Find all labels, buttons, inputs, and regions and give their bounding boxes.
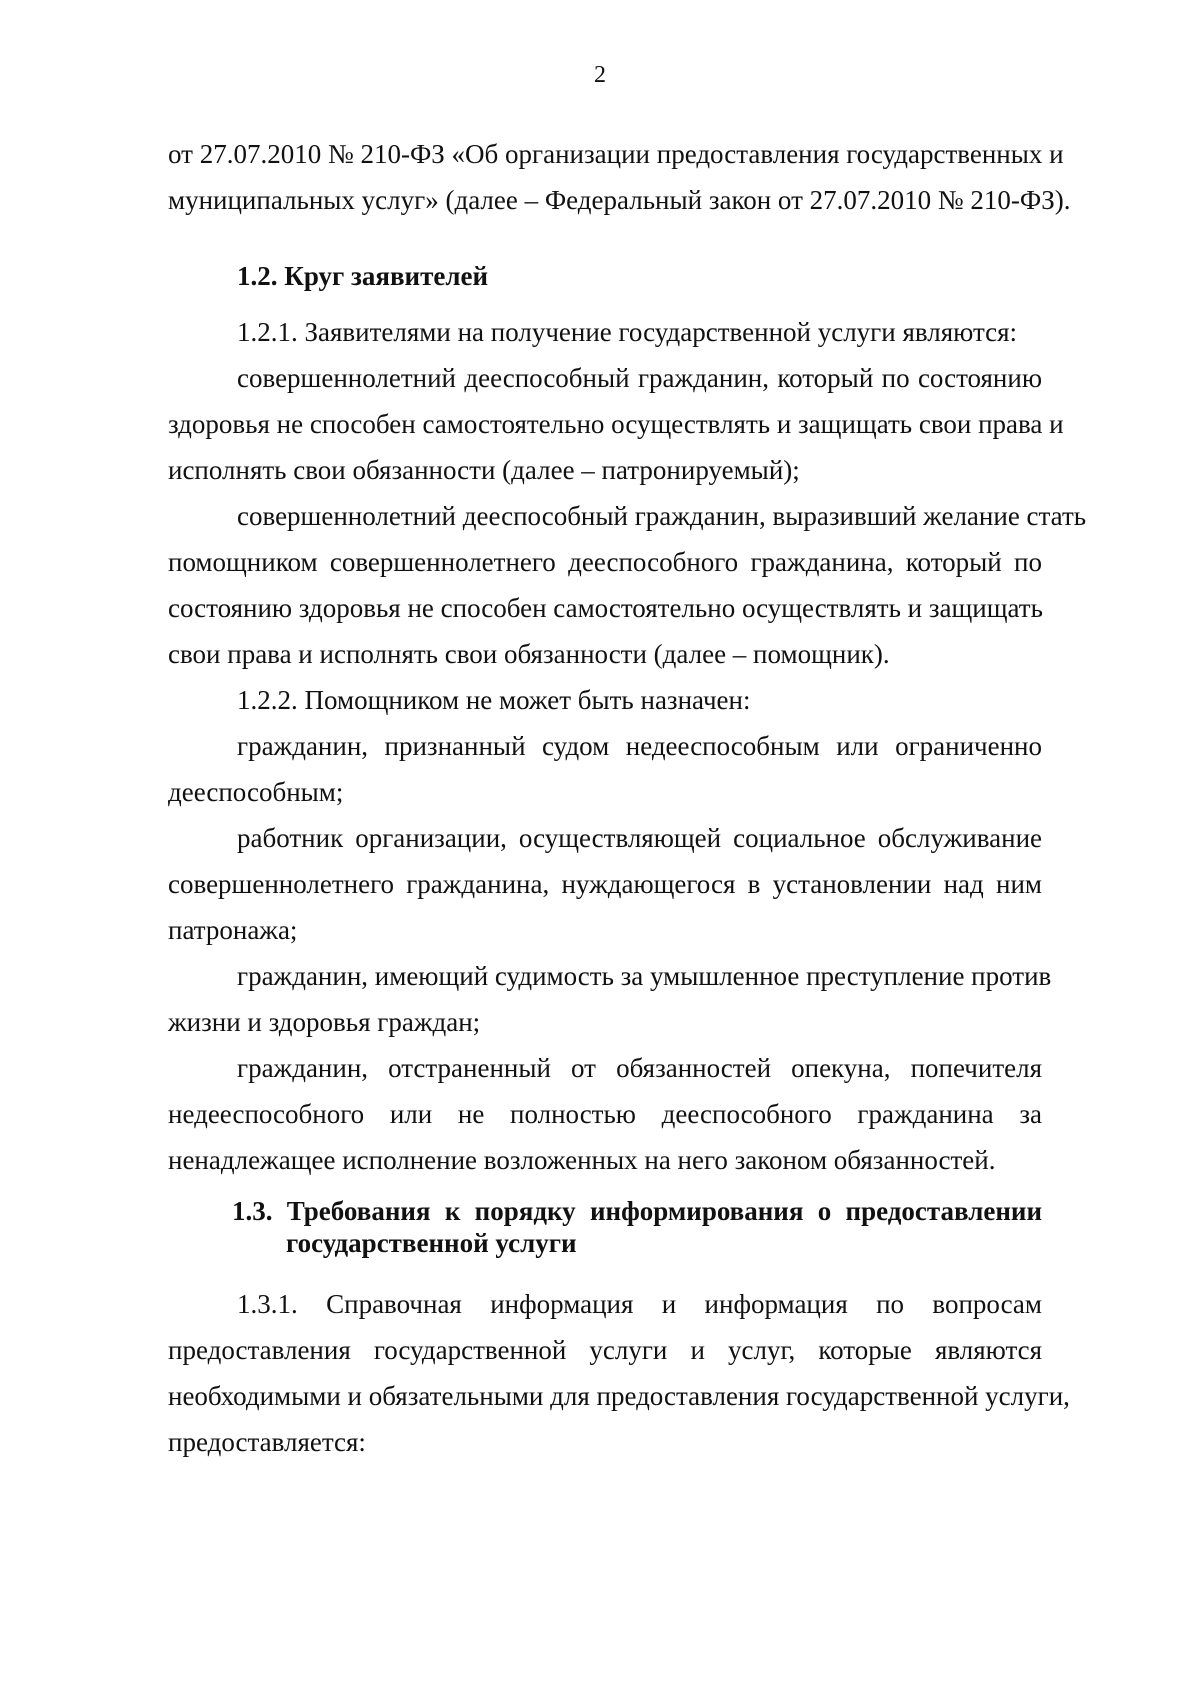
text-line: свои права и исполнять свои обязанности (далее – помощник). <box>168 639 890 669</box>
text-line: предоставления государственной услуги и услуг, которые являются <box>168 1335 1042 1365</box>
text-line: помощником совершеннолетнего дееспособного гражданина, который по <box>168 547 1042 577</box>
intro-paragraph <box>168 131 1071 223</box>
page-number: 2 <box>594 62 606 88</box>
text-line: 1.2.2. Помощником не может быть назначен: <box>237 685 751 715</box>
section-body <box>168 309 1087 1183</box>
section-title: 1.3. Требования к порядку информирования о предоставлении <box>232 1196 1042 1226</box>
text-line: жизни и здоровья граждан; <box>168 1007 481 1037</box>
text-line: патронажа; <box>168 915 298 945</box>
text-line: муниципальных услуг» (далее – Федеральный закон от 27.07.2010 № 210-ФЗ). <box>168 185 1071 215</box>
text-line: 1.2.1. Заявителями на получение государственной услуги являются: <box>237 317 1017 347</box>
text-line: от 27.07.2010 № 210-ФЗ «Об организации предоставления государственных и <box>168 139 1064 169</box>
text-line: совершеннолетний дееспособный гражданин, выразивший желание стать <box>237 501 1087 531</box>
text-line: гражданин, отстраненный от обязанностей опекуна, попечителя <box>237 1053 1042 1083</box>
text-line: совершеннолетнего гражданина, нуждающегося в установлении над ним <box>168 869 1042 899</box>
text-line: совершеннолетний дееспособный гражданин, который по состоянию <box>237 363 1042 393</box>
text-line: недееспособного или не полностью дееспособного гражданина за <box>168 1099 1042 1129</box>
text-line: работник организации, осуществляющей социальное обслуживание <box>237 823 1042 853</box>
text-line: исполнять свои обязанности (далее – патронируемый); <box>168 455 800 485</box>
text-line: состоянию здоровья не способен самостоятельно осуществлять и защищать <box>168 593 1043 623</box>
text-line: гражданин, имеющий судимость за умышленное преступление против <box>237 961 1052 991</box>
section-heading <box>168 253 1042 299</box>
section-title: 1.2. Круг заявителей <box>237 261 489 291</box>
text-line: необходимыми и обязательными для предоставления государственной услуги, <box>168 1381 1070 1411</box>
section-title-continuation: государственной услуги <box>286 1228 577 1258</box>
section-heading <box>232 1195 1042 1259</box>
text-line: предоставляется: <box>168 1427 366 1457</box>
text-line: здоровья не способен самостоятельно осуществлять и защищать свои права и <box>168 409 1064 439</box>
text-line: 1.3.1. Справочная информация и информация по вопросам <box>237 1289 1042 1319</box>
section-body <box>168 1281 1070 1465</box>
text-line: дееспособным; <box>168 777 344 807</box>
text-line: гражданин, признанный судом недееспособным или ограниченно <box>237 731 1042 761</box>
text-line: ненадлежащее исполнение возложенных на него законом обязанностей. <box>168 1145 996 1175</box>
